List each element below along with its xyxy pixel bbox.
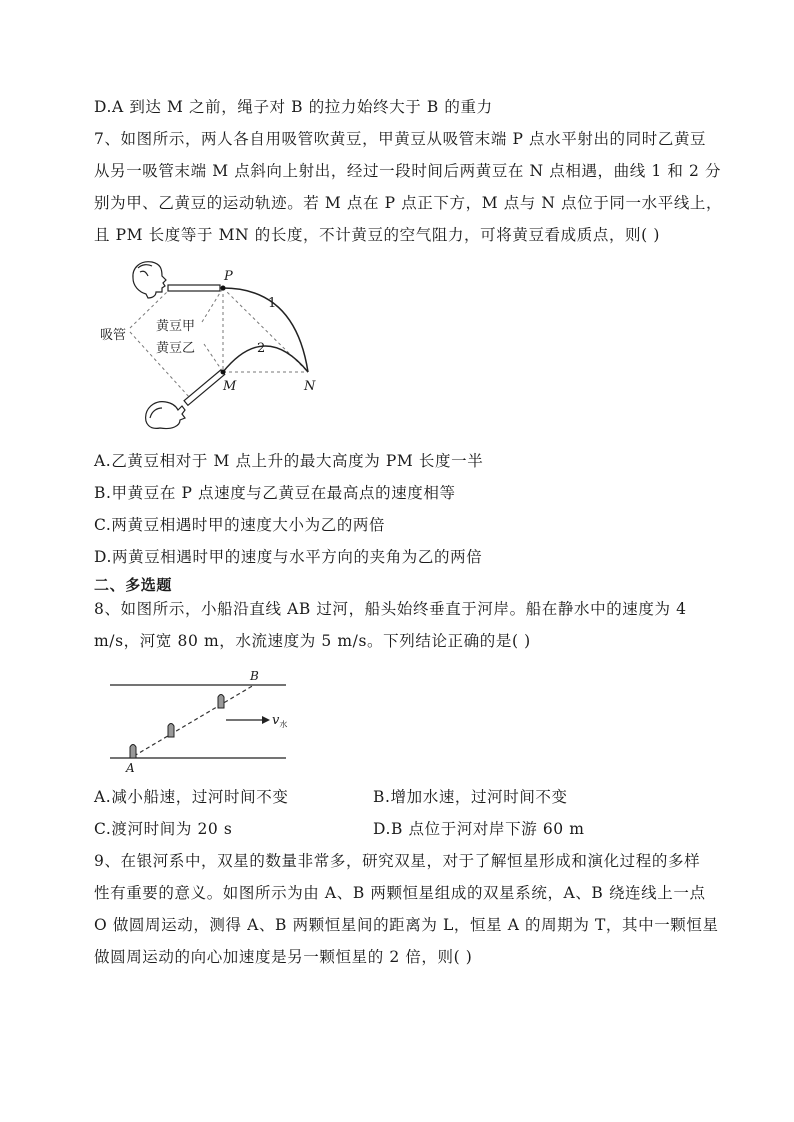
label-v-subscript: 水 [279, 720, 288, 729]
q8-figure [108, 668, 298, 778]
trajectory-2 [223, 346, 308, 372]
q7-stem-line-1: 7、如图所示，两人各自用吸管吹黄豆，甲黄豆从吸管末端 P 点水平射出的同时乙黄豆 [94, 130, 707, 148]
label-m: M [223, 379, 237, 394]
q9-stem-line-1: 9、在银河系中，双星的数量非常多，研究双星，对于了解恒星形成和演化过程的多样 [94, 852, 701, 870]
label-curve-1: 1 [268, 296, 277, 311]
label-curve-2: 2 [257, 341, 266, 356]
q9-stem-line-4: 做圆周运动的向心加速度是另一颗恒星的 2 倍，则( ) [94, 948, 473, 966]
label-b: B [250, 669, 259, 683]
label-bean-b: 黄豆乙 [156, 341, 196, 356]
upper-straw [168, 285, 220, 291]
q7-option-c[interactable]: C.两黄豆相遇时甲的速度大小为乙的两倍 [94, 516, 386, 534]
boat-icon-start [130, 745, 136, 759]
dashed-bean-b [204, 344, 223, 372]
q8-option-c[interactable]: C.渡河时间为 20 s [94, 820, 233, 838]
label-v-water: $v_水$ [272, 713, 288, 729]
q7-option-d[interactable]: D.两黄豆相遇时甲的速度与水平方向的夹角为乙的两倍 [94, 548, 483, 566]
q9-stem-line-3: O 做圆周运动，测得 A、B 两颗恒星间的距离为 L，恒星 A 的周期为 T，其中一颗恒星 [94, 916, 719, 934]
q7-figure [90, 258, 350, 438]
q8-option-d[interactable]: D.B 点位于河对岸下游 60 m [373, 820, 585, 838]
boat-icon-middle [168, 724, 174, 738]
label-straw: 吸管 [100, 328, 127, 343]
label-n: N [304, 379, 316, 394]
q8-option-b[interactable]: B.增加水速，过河时间不变 [373, 788, 568, 806]
upper-person-icon [133, 262, 166, 298]
previous-question-option-d: D.A 到达 M 之前，绳子对 B 的拉力始终大于 B 的重力 [94, 98, 493, 116]
q8-option-a[interactable]: A.减小船速，过河时间不变 [94, 788, 289, 806]
arrowhead-icon [262, 716, 270, 724]
q7-stem-line-4: 且 PM 长度等于 MN 的长度，不计黄豆的空气阻力，可将黄豆看成质点，则( ) [94, 226, 660, 244]
q7-option-b[interactable]: B.甲黄豆在 P 点速度与乙黄豆在最高点的速度相等 [94, 484, 456, 502]
q7-stem-line-3: 别为甲、乙黄豆的运动轨迹。若 M 点在 P 点正下方，M 点与 N 点位于同一水平线上， [94, 194, 723, 212]
label-a: A [126, 761, 135, 775]
point-p [221, 286, 226, 291]
point-m [221, 370, 226, 375]
lower-straw [184, 370, 225, 405]
section-heading-multiple-choice: 二、多选题 [94, 576, 173, 594]
lower-person-icon [146, 402, 185, 429]
q8-stem-line-2: m/s，河宽 80 m，水流速度为 5 m/s。下列结论正确的是( ) [94, 632, 531, 650]
q7-stem-line-2: 从另一吸管末端 M 点斜向上射出，经过一段时间后两黄豆在 N 点相遇，曲线 1 和 2 分 [94, 162, 722, 180]
label-p: P [224, 269, 233, 284]
dashed-bean-a [202, 288, 223, 322]
label-bean-a: 黄豆甲 [156, 319, 196, 334]
q7-option-a[interactable]: A.乙黄豆相对于 M 点上升的最大高度为 PM 长度一半 [94, 452, 484, 470]
q8-stem-line-1: 8、如图所示，小船沿直线 AB 过河，船头始终垂直于河岸。船在静水中的速度为 4 [94, 600, 687, 618]
q9-stem-line-2: 性有重要的意义。如图所示为由 A、B 两颗恒星组成的双星系统，A、B 绕连线上一点 [94, 884, 706, 902]
boat-icon-end [218, 695, 224, 709]
